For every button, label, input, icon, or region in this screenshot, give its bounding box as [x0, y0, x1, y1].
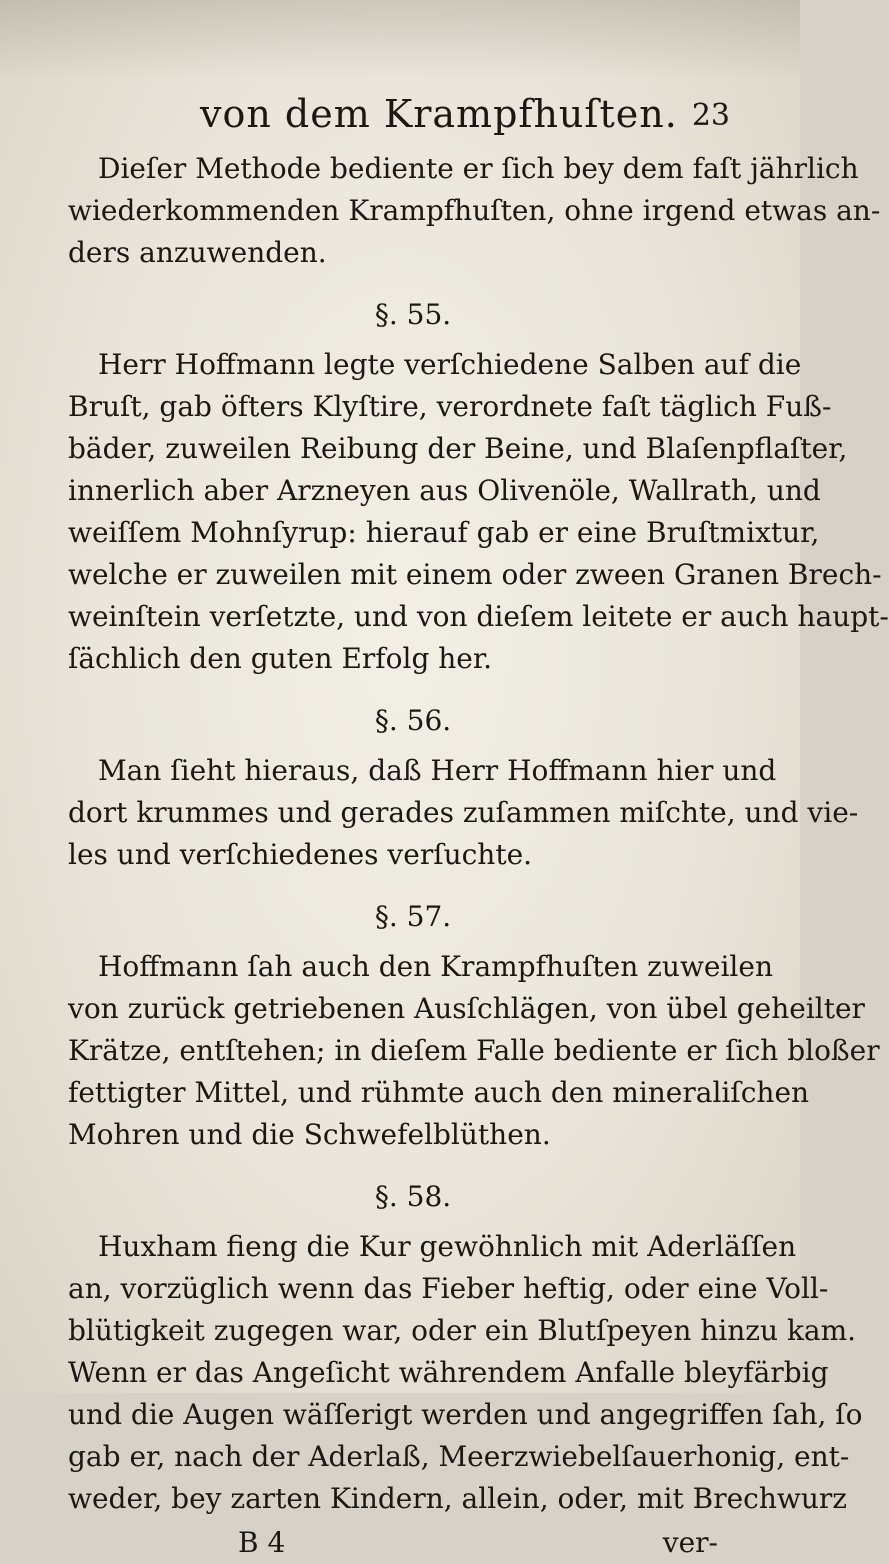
text-line: Herr Hoffmann legte verſchiedene Salben auf die	[98, 348, 802, 381]
page-footer	[68, 1522, 758, 1564]
page-body	[68, 148, 889, 1564]
text-line: blütigkeit zugegen war, oder ein Blutſpeyen hinzu kam.	[68, 1314, 857, 1347]
text-line: bäder, zuweilen Reibung der Beine, und Blaſenpflaſter,	[68, 432, 848, 465]
paragraph	[68, 1226, 863, 1520]
text-line: Krätze, entſtehen; in dieſem Falle bediente er ſich bloßer	[68, 1034, 880, 1067]
section-heading: §. 57.	[374, 900, 452, 933]
text-line: ſächlich den guten Erfolg her.	[68, 642, 493, 675]
paragraph	[68, 148, 881, 274]
text-line: dort krummes und gerades zuſammen miſchte, und vie-	[68, 796, 859, 829]
text-line: weder, bey zarten Kindern, allein, oder, mit Brechwurz	[68, 1482, 848, 1515]
text-line: les und verſchiedenes verſuchte.	[68, 838, 533, 871]
text-line: innerlich aber Arzneyen aus Olivenöle, Wallrath, und	[68, 474, 821, 507]
text-line: gab er, nach der Aderlaß, Meerzwiebelſauerhonig, ent-	[68, 1440, 850, 1473]
text-line: weinſtein verſetzte, und von dieſem leitete er auch haupt-	[68, 600, 889, 633]
section-heading: §. 55.	[374, 298, 452, 331]
text-line: fettigter Mittel, und rühmte auch den mineraliſchen	[68, 1076, 810, 1109]
text-line: Mohren und die Schwefelblüthen.	[68, 1118, 551, 1151]
text-line: Wenn er das Angeſicht währendem Anfalle bleyfärbig	[68, 1356, 829, 1389]
page-header	[60, 92, 750, 148]
text-line: weiſſem Mohnſyrup: hierauf gab er eine Bruſtmixtur,	[68, 516, 820, 549]
catchword: ver-	[662, 1526, 718, 1559]
text-line: an, vorzüglich wenn das Fieber heftig, oder eine Voll-	[68, 1272, 829, 1305]
text-line: Man ſieht hieraus, daß Herr Hoffmann hier und	[98, 754, 777, 787]
text-line: wiederkommenden Krampfhuſten, ohne irgend etwas an-	[68, 194, 881, 227]
page-stain	[0, 0, 800, 80]
paragraph	[68, 344, 889, 680]
text-line: ders anzuwenden.	[68, 236, 327, 269]
text-line: welche er zuweilen mit einem oder zween Granen Brech-	[68, 558, 882, 591]
text-line: von zurück getriebenen Ausſchlägen, von übel geheilter	[68, 992, 865, 1025]
text-line: Bruſt, gab öfters Klyſtire, verordnete faſt täglich Fuß-	[68, 390, 832, 423]
section-heading: §. 58.	[374, 1180, 452, 1213]
running-title: von dem Krampfhuſten.	[200, 92, 678, 136]
text-line: Hoffmann ſah auch den Krampfhuſten zuweilen	[98, 950, 773, 983]
text-line: Dieſer Methode bediente er ſich bey dem faſt jährlich	[98, 152, 859, 185]
text-line: und die Augen wäſſerigt werden und angegriffen ſah, ſo	[68, 1398, 863, 1431]
text-line: Huxham fieng die Kur gewöhnlich mit Aderläſſen	[98, 1230, 797, 1263]
signature-mark: B 4	[238, 1526, 286, 1559]
paragraph	[68, 750, 859, 876]
paragraph	[68, 946, 880, 1156]
page-number: 23	[691, 98, 730, 133]
section-heading: §. 56.	[374, 704, 452, 737]
